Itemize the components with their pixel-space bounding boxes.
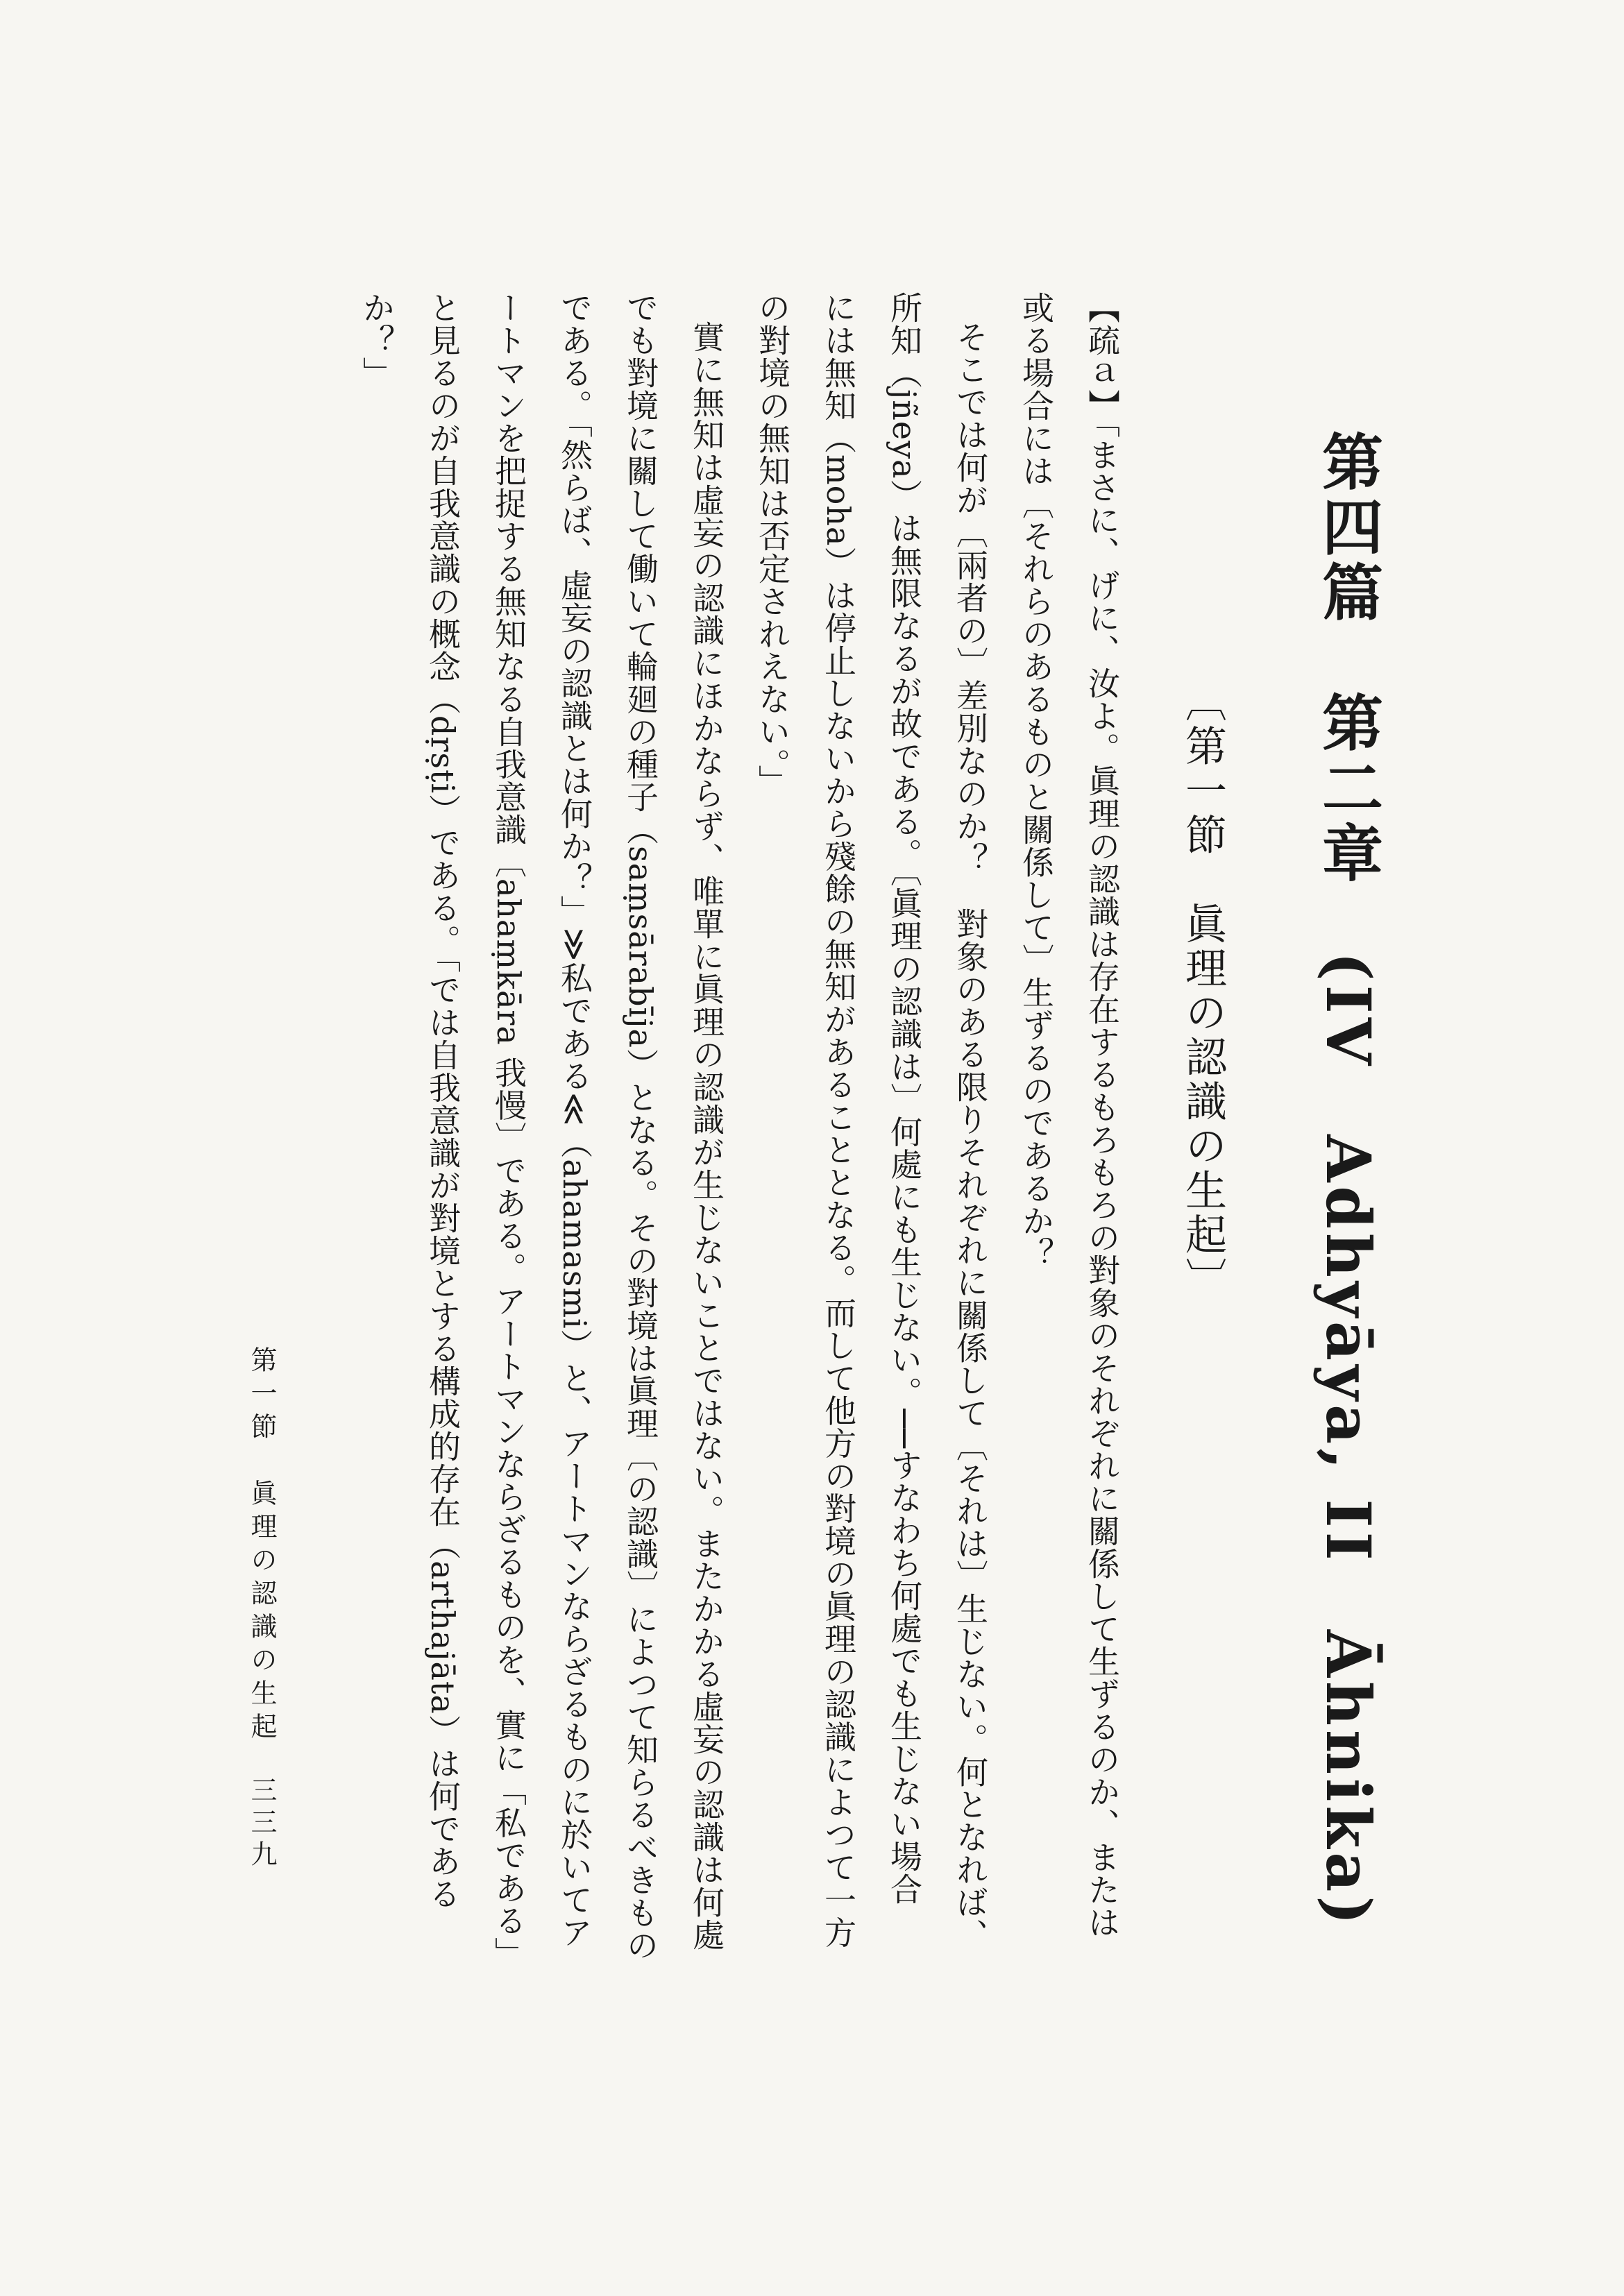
body-line: 【疏ａ】「まさに、げに、汝よ。眞理の認識は存在するもろもろの對象のそれぞれに關係して生ずるのか、または bbox=[1083, 291, 1121, 1939]
body-line: には無知（moha）は停止しないから殘餘の無知があることとなる。而して他方の對境の眞理の認識によつて一方 bbox=[820, 291, 857, 1949]
body-line: 實に無知は虛妄の認識にほかならず、唯單に眞理の認識が生じないことではない。またかかる虛妄の認識は何處 bbox=[688, 321, 725, 1951]
body-line: の對境の無知は否定されえない。」 bbox=[754, 291, 791, 797]
running-head: 第一節 眞理の認識の生起 bbox=[246, 1346, 277, 1746]
body-line: と見るのが自我意識の概念（dṛṣṭi）である。「では自我意識が對境とする構成的存在（arthajāta）は何である bbox=[424, 291, 462, 1910]
body-line: 所知（jñeya）は無限なるが故である。〔眞理の認識は〕何處にも生じない。──すなわち何處でも生じない場合 bbox=[886, 291, 923, 1905]
body-line: そこでは何が〔兩者の〕差別なのか？ 對象のある限りそれぞれに關係して〔それは〕生じない。何となれば、 bbox=[951, 321, 989, 1951]
chapter-title: 第四篇 第二章 (IV Adhyāya, II Āhnika) bbox=[1312, 430, 1385, 1930]
body-line: ートマンを把捉する無知なる自我意識〔ahaṃkāra 我慢〕である。アートマンならざるものを、實に「私である」 bbox=[490, 291, 527, 1970]
body-line: か？」 bbox=[358, 291, 396, 389]
body-line: 或る場合には〔それらのあるものと關係して〕生ずるのであるか？ bbox=[1017, 291, 1055, 1270]
page-number: 三三九 bbox=[246, 1776, 277, 1872]
section-title: 〔第一節 眞理の認識の生起〕 bbox=[1178, 680, 1227, 1302]
body-line: である。「然らば、虛妄の認識とは何か？」≫私である≪（ahamasmi）と、アートマンならざるものに於いてア bbox=[556, 291, 593, 1949]
body-line: でも對境に關して働いて輪廻の種子（saṃsārabīja）となる。その對境は眞理〔の認識〕によつて知らるべきもの bbox=[622, 291, 659, 1962]
